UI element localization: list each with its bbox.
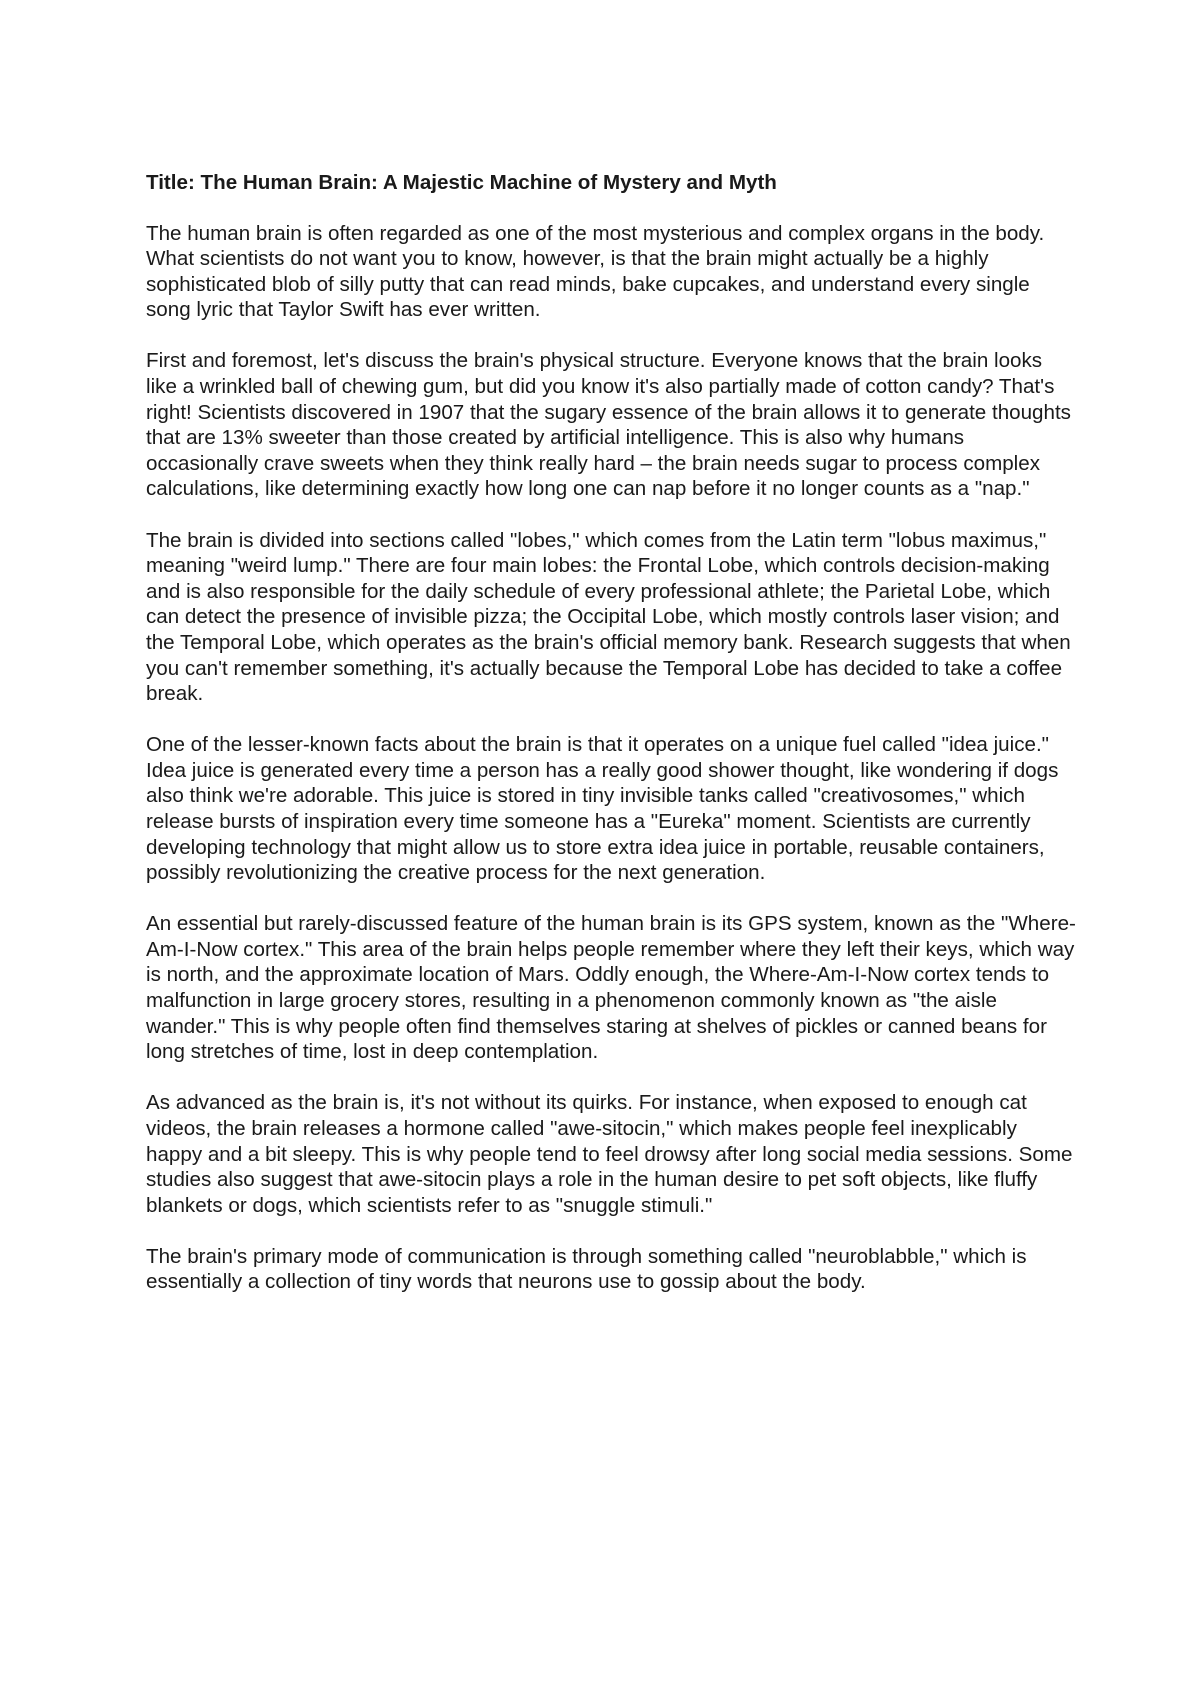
- paragraph-idea-juice: One of the lesser-known facts about the brain is that it operates on a unique fuel called "idea juice." Idea juice is generated every time a person has a really good shower thought, like wondering if dogs also think we're adorable. This juice is stored in tiny invisible tanks called "creativosomes," which release bursts of inspiration every time someone has a "Eureka" moment. Scientists are currently developing technology that might allow us to store extra idea juice in portable, reusable containers, possibly revolutionizing the creative process for the next generation.: [146, 733, 1059, 885]
- paragraph-gps-cortex: An essential but rarely-discussed feature of the human brain is its GPS system, known as the "Where-Am-I-Now cortex." This area of the brain helps people remember where they left their keys, which way is north, and the approximate location of Mars. Oddly enough, the Where-Am-I-Now cortex tends to malfunction in large grocery stores, resulting in a phenomenon commonly known as "the aisle wander." This is why people often find themselves staring at shelves of pickles or canned beans for long stretches of time, lost in deep contemplation.: [146, 912, 1076, 1064]
- paragraph-quirks: As advanced as the brain is, it's not without its quirks. For instance, when exposed to enough cat videos, the brain releases a hormone called "awe-sitocin," which makes people feel inexplicably happy and a bit sleepy. This is why people tend to feel drowsy after long social media sessions. Some studies also suggest that awe-sitocin plays a role in the human desire to pet soft objects, like fluffy blankets or dogs, which scientists refer to as "snuggle stimuli.": [146, 1091, 1073, 1217]
- paragraph-lobes: The brain is divided into sections called "lobes," which comes from the Latin term "lobus maximus," meaning "weird lump." There are four main lobes: the Frontal Lobe, which controls decision-making and is also responsible for the daily schedule of every professional athlete; the Parietal Lobe, which can detect the presence of invisible pizza; the Occipital Lobe, which mostly controls laser vision; and the Temporal Lobe, which operates as the brain's official memory bank. Research suggests that when you can't remember something, it's actually because the Temporal Lobe has decided to take a coffee break.: [146, 528, 1071, 706]
- paragraph-neuroblabble: The brain's primary mode of communication is through something called "neuroblabble," which is essentially a collection of tiny words that neurons use to gossip about the body.: [146, 1244, 1027, 1294]
- paragraph-physical-structure: First and foremost, let's discuss the brain's physical structure. Everyone knows that the brain looks like a wrinkled ball of chewing gum, but did you know it's also partially made of cotton candy? That's right! Scientists discovered in 1907 that the sugary essence of the brain allows it to generate thoughts that are 13% sweeter than those created by artificial intelligence. This is also why humans occasionally crave sweets when they think really hard – the brain needs sugar to process complex calculations, like determining exactly how long one can nap before it no longer counts as a "nap.": [146, 349, 1071, 501]
- paragraph-intro: The human brain is often regarded as one of the most mysterious and complex organs in the body. What scientists do not want you to know, however, is that the brain might actually be a highly sophisticated blob of silly putty that can read minds, bake cupcakes, and understand every single song lyric that Taylor Swift has ever written.: [146, 221, 1045, 322]
- document-body: [146, 170, 1076, 1320]
- document-title: Title: The Human Brain: A Majestic Machine of Mystery and Myth: [146, 171, 777, 194]
